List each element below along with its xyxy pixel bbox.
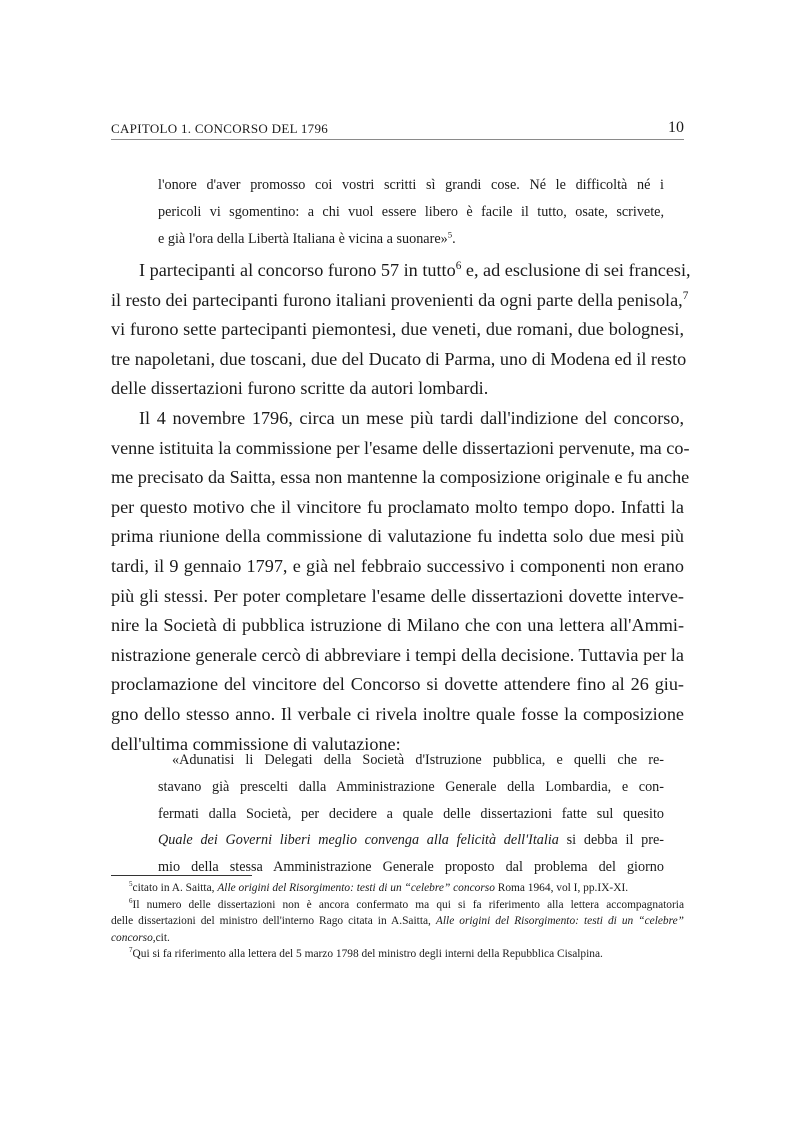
page-number: 10 [668,119,684,136]
quote-line: stavano già prescelti dalla Amministrazione Generale della Lombardia, e con- [158,778,664,795]
text-line: più gli stessi. Per poter completare l'esame delle dissertazioni dovette interve- [111,585,684,606]
text-line: vi furono sette partecipanti piemontesi, due veneti, due romani, due bolognesi, [111,319,684,340]
text-line: il resto dei partecipanti furono italiani provenienti da ogni parte della penisola,$^7$ [111,289,689,310]
text-line: I partecipanti al concorso furono 57 in tutto$^6$ e, ad esclusione di sei francesi, [139,259,691,280]
text-line: delle dissertazioni furono scritte da autori lombardi. [111,378,489,399]
footnote-ref[interactable]: 6 [455,259,462,272]
footnote-6: $^6$Il numero delle dissertazioni non è ancora confermato ma qui si fa riferimento alla lettera accompagnatoria [129,896,684,911]
running-header [111,121,684,140]
text-line: proclamazione del vincitore del Concorso si dovette attendere fino al 26 giu- [111,674,684,695]
footnote-divider [111,875,252,876]
text-line: nire la Società di pubblica istruzione di Milano che con una lettera all'Ammi- [111,615,684,636]
footnote-5: $^5$citato in A. Saitta, Alle origini del Risorgimento: testi di un “celebre” concorso Roma 1964, vol I, pp.IX-XI. [129,880,629,894]
body-text [111,256,691,759]
quote-line: e già l'ora della Libertà Italiana è vicina a suonare»$^5$. [158,229,456,247]
footnote-6-line: concorso,cit. [111,931,170,944]
text-line: venne istituita la commissione per l'esame delle dissertazioni pervenute, ma co- [111,437,690,458]
text-line: me precisato da Saitta, essa non mantenne la composizione originale e fu anche [111,467,690,488]
footnote-6-line: delle dissertazioni del ministro dell'interno Rago citata in A.Saitta, Alle origini del Risorgimento: testi di un “celebre” [111,915,685,927]
paragraph [111,256,691,404]
quote-line: «Adunatisi li Delegati della Società d'Istruzione pubblica, e quelli che re- [172,752,664,768]
quote-line: mio della stessa Amministrazione Generale proposto dal problema del giorno [158,859,664,876]
quote-line: l'onore d'aver promosso coi vostri scritti sì grandi cose. Né le difficoltà né i [158,177,664,193]
footnote-7: $^7$Qui si fa riferimento alla lettera del 5 marzo 1798 del ministro degli interni della Repubblica Cisalpina. [129,946,603,960]
footnote-ref[interactable]: 5 [447,229,453,240]
paragraph [111,404,690,759]
text-line: per questo motivo che il vincitore fu proclamato molto tempo dopo. Infatti la [111,496,684,517]
text-line: tardi, il 9 gennaio 1797, e già nel febbraio successivo i componenti non erano [111,555,684,576]
text-line: nistrazione generale cercò di abbreviare i tempi della decisione. Tuttavia per la [111,644,684,665]
quote-line: pericoli vi sgomentino: a chi vuol essere libero è facile il tutto, osate, scrivete, [158,204,664,220]
chapter-title: CAPITOLO 1. CONCORSO DEL 1796 [111,121,329,136]
footnote-ref[interactable]: 7 [682,289,689,302]
footnotes [111,880,684,963]
text-line: dell'ultima commissione di valutazione: [111,733,401,754]
text-line: tre napoletani, due toscani, due del Ducato di Parma, uno di Modena ed il resto [111,348,687,369]
text-line: gno dello stesso anno. Il verbale ci rivela inoltre quale fosse la composizione [111,703,684,724]
block-quote-bottom [158,747,664,881]
text-line: Il 4 novembre 1796, circa un mese più tardi dall'indizione del concorso, [139,407,684,428]
quote-line: fermati dalla Società, per decidere a quale delle dissertazioni fatte sul quesito [158,805,664,822]
block-quote-top [158,172,664,253]
quote-line: Quale dei Governi liberi meglio convenga alla felicità dell'Italia si debba il pre- [158,832,664,849]
text-line: prima riunione della commissione di valutazione fu indetta solo due mesi più [111,526,684,547]
